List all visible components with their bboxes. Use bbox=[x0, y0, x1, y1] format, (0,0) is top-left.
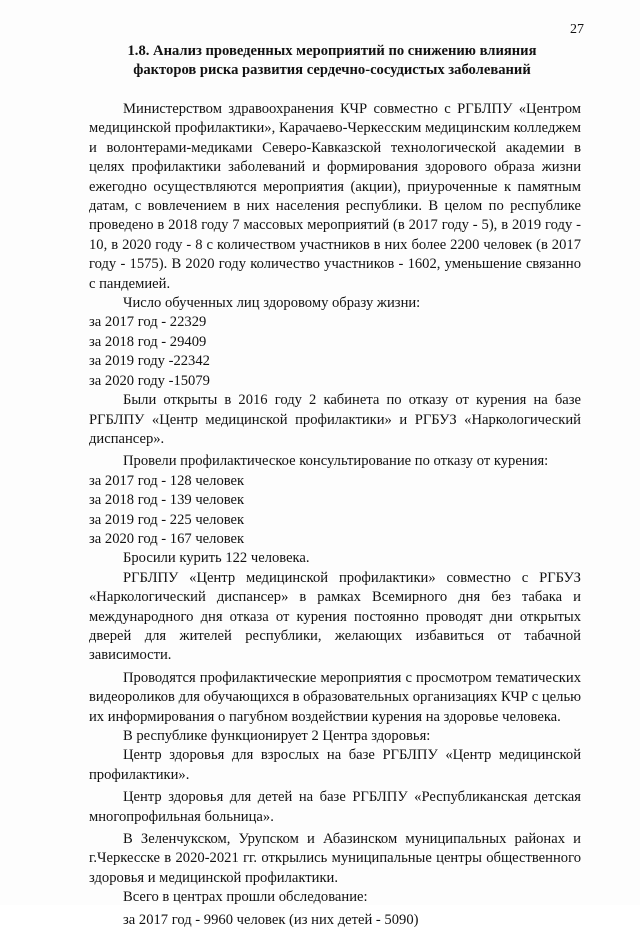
list-item-examined-2017: за 2017 год - 9960 человек (из них детей - 5090) bbox=[123, 911, 419, 928]
list-item-trained-2017: за 2017 год - 22329 bbox=[89, 314, 207, 331]
section-title-line-1: 1.8. Анализ проведенных мероприятий по снижению влияния bbox=[127, 43, 537, 59]
paragraph-trained-heading: Число обученных лиц здоровому образу жизни: bbox=[123, 295, 421, 312]
list-item-trained-2020: за 2020 году -15079 bbox=[89, 372, 210, 389]
list-item-trained-2018: за 2018 год - 29409 bbox=[89, 333, 207, 350]
list-item-consulting-2020: за 2020 год - 167 человек bbox=[89, 530, 245, 547]
paragraph-municipal-centers: В Зеленчукском, Урупском и Абазинском муниципальных районах и г.Черкесске в 2020-2021 гг. открылись муниципальные центры общественного здоровья и медицинской профилактики. bbox=[89, 831, 581, 886]
list-item-consulting-2018: за 2018 год - 139 человек bbox=[89, 492, 245, 509]
paragraph-children-center: Центр здоровья для детей на базе РГБЛПУ «Республиканская детская многопрофильная больница». bbox=[89, 789, 581, 825]
paragraph-open-days: РГБЛПУ «Центр медицинской профилактики» совместно с РГБУЗ «Наркологический диспансер» в рамках Всемирного дня без табака и международного дня отказа от курения постоянно проводят дни открытых дверей для жителей республики, желающих избавиться от табачной зависимости. bbox=[89, 569, 581, 664]
paragraph-video-events: Проводятся профилактические мероприятия с просмотром тематических видеороликов для обучающихся в образовательных организациях КЧР с целью их информирования о пагубном воздействии курения на здоровье человека. bbox=[89, 669, 581, 725]
paragraph-health-centers-heading: В республике функционирует 2 Центра здоровья: bbox=[123, 728, 431, 744]
list-item-consulting-2019: за 2019 год - 225 человек bbox=[89, 511, 245, 528]
page-number: 27 bbox=[570, 22, 584, 37]
paragraph-quit-smoking: Бросили курить 122 человека. bbox=[123, 550, 310, 567]
list-item-consulting-2017: за 2017 год - 128 человек bbox=[89, 472, 245, 489]
section-title-line-2: факторов риска развития сердечно-сосудистых заболеваний bbox=[133, 62, 531, 78]
list-item-trained-2019: за 2019 году -22342 bbox=[89, 353, 210, 370]
paragraph-events: Министерством здравоохранения КЧР совместно с РГБЛПУ «Центром медицинской профилактики», Карачаево-Черкесским медицинским колледжем и волонтерами-медиками Северо-Кавказской технологической академии в целях профилактики заболеваний и формирования здорового образа жизни ежегодно осуществляются мероприятия (акции), приуроченные к памятным датам, с вовлечением в них населения республики. В целом по республике проведено в 2018 году 7 массовых мероприятий (в 2017 году - 5), в 2019 году - 10, в 2020 году - 8 с количеством участников в них более 2200 человек (в 2017 году - 1575). В 2020 году количество участников - 1602, уменьшение связанно с пандемией. bbox=[89, 101, 581, 292]
document-body bbox=[89, 100, 581, 930]
paragraph-smoking-rooms: Были открыты в 2016 году 2 кабинета по отказу от курения на базе РГБЛПУ «Центр медицинской профилактики» и РГБУЗ «Наркологический диспансер». bbox=[89, 392, 581, 447]
section-title bbox=[86, 42, 578, 80]
paragraph-examined-heading: Всего в центрах прошли обследование: bbox=[123, 889, 368, 906]
paragraph-consulting-heading: Провели профилактическое консультирование по отказу от курения: bbox=[123, 453, 549, 470]
paragraph-adult-center: Центр здоровья для взрослых на базе РГБЛПУ «Центр медицинской профилактики». bbox=[89, 747, 581, 783]
